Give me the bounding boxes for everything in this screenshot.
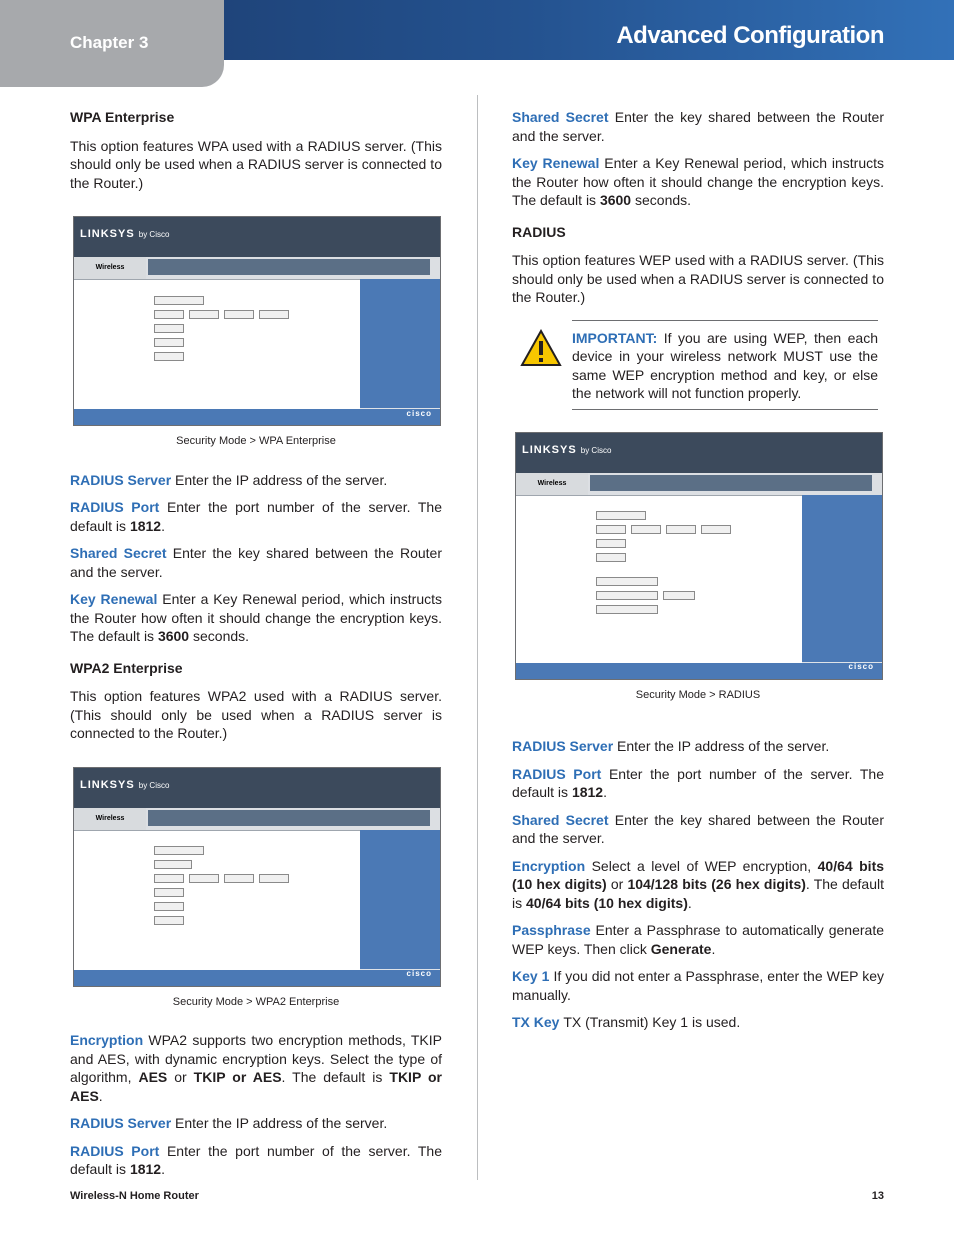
cisco-logo: cisco — [406, 969, 432, 978]
form-row — [154, 296, 360, 304]
screenshot-footer — [74, 970, 440, 986]
footer-product: Wireless-N Home Router — [70, 1190, 199, 1202]
cisco-logo: cisco — [848, 662, 874, 671]
key1-desc: Key 1 If you did not enter a Passphrase, enter the WEP key manually. — [512, 968, 885, 1003]
form-row — [154, 903, 360, 911]
caption-wpa2-enterprise: Security Mode > WPA2 Enterprise — [172, 995, 340, 1008]
screenshot-form — [74, 280, 360, 409]
wpa-enterprise-intro: This option features WPA used with a RADIUS server. (This should only be used when a RADIUS server is connected to the Router.) — [70, 137, 442, 191]
radius-server-desc: RADIUS Server Enter the IP address of the server. — [70, 471, 388, 488]
screenshot-tabs — [590, 475, 872, 491]
encryption-desc-right: Encryption Select a level of WEP encryption, 40/64 bits (10 hex digits) or 104/128 bits (26 hex digits). The default is 40/64 bits (10 hex digits). — [512, 857, 885, 911]
shared-secret-desc: Shared Secret Enter the key shared between the Router and the server. — [70, 545, 442, 580]
caption-radius: Security Mode > RADIUS — [635, 688, 761, 701]
form-row — [596, 512, 802, 520]
screenshot-footer — [74, 409, 440, 425]
footer-page-number: 13 — [871, 1190, 884, 1202]
encryption-desc: Encryption WPA2 supports two encryption methods, TKIP and AES, with dynamic encryption keys. Select the type of algorithm, AES or TKIP or AES. The default is TKIP or AES. — [70, 1032, 443, 1104]
cisco-logo: cisco — [406, 408, 432, 418]
radius-intro: This option features WEP used with a RADIUS server. (This should only be used when a RADIUS server is connected to the Router.) — [512, 252, 884, 305]
shared-secret-desc-right-2: Shared Secret Enter the key shared between the Router and the server. — [512, 811, 884, 846]
radius-port-desc-2: RADIUS Port Enter the port number of the server. The default is 1812. — [70, 1142, 442, 1177]
txkey-desc: TX Key TX (Transmit) Key 1 is used. — [512, 1014, 741, 1030]
radius-port-desc-right: RADIUS Port Enter the port number of the server. The default is 1812. — [512, 765, 884, 800]
form-row — [596, 606, 802, 614]
radius-server-desc-2: RADIUS Server Enter the IP address of the server. — [70, 1115, 388, 1131]
form-row — [154, 324, 360, 332]
form-row — [596, 554, 802, 562]
linksys-logo: LINKSYS by Cisco — [522, 443, 612, 456]
form-row — [596, 540, 802, 548]
screenshot-footer — [516, 663, 882, 679]
screenshot-wpa-enterprise — [73, 216, 441, 426]
screenshot-header — [74, 217, 440, 257]
screenshot-header — [74, 768, 440, 808]
form-row — [154, 352, 360, 360]
screenshot-section-label: Wireless — [74, 257, 146, 279]
radius-server-desc-right: RADIUS Server Enter the IP address of the server. — [512, 738, 830, 754]
radius-heading: RADIUS — [512, 223, 566, 240]
key-renewal-desc: Key Renewal Enter a Key Renewal period, which instructs the Router how often it should change the encryption keys. The default is 3600 seconds. — [70, 591, 443, 644]
chapter-label: Chapter 3 — [70, 33, 149, 52]
important-text: IMPORTANT: If you are using WEP, then each device in your wireless network MUST use the same WEP encryption method and key, or else the network will not function properly. — [572, 329, 878, 401]
form-row — [596, 526, 802, 534]
wpa2-enterprise-heading: WPA2 Enterprise — [70, 659, 183, 676]
screenshot-form — [74, 831, 360, 970]
form-row — [154, 875, 360, 883]
screenshot-form — [516, 496, 802, 663]
form-row — [154, 847, 360, 855]
form-row — [154, 310, 360, 318]
screenshot-tabs — [148, 259, 430, 275]
linksys-logo: LINKSYS by Cisco — [80, 228, 170, 240]
wpa2-enterprise-intro: This option features WPA2 used with a RADIUS server. (This should only be used when a RADIUS server is connected to the Router.) — [70, 688, 442, 741]
key-renewal-desc-right: Key Renewal Enter a Key Renewal period, which instructs the Router how often it should change the encryption keys. The default is 3600 seconds. — [512, 155, 885, 208]
form-row — [596, 578, 802, 586]
screenshot-radius — [515, 432, 883, 680]
form-row — [154, 338, 360, 346]
screenshot-wpa2-enterprise — [73, 767, 441, 987]
form-row — [154, 861, 360, 869]
form-row — [154, 917, 360, 925]
radius-port-desc: RADIUS Port Enter the port number of the server. The default is 1812. — [70, 499, 442, 534]
important-note — [572, 320, 878, 410]
left-column — [70, 108, 442, 1188]
right-column — [512, 108, 884, 1041]
wpa-enterprise-heading: WPA Enterprise — [70, 109, 175, 125]
screenshot-nav — [516, 473, 882, 496]
screenshot-nav — [74, 257, 440, 280]
screenshot-help-panel — [802, 495, 882, 662]
page-title: Advanced Configuration — [616, 22, 884, 49]
screenshot-header — [516, 433, 882, 473]
chapter-tab — [0, 0, 224, 87]
form-row — [596, 592, 802, 600]
screenshot-help-panel — [360, 830, 440, 969]
passphrase-desc: Passphrase Enter a Passphrase to automatically generate WEP keys. Then click Generate. — [512, 922, 885, 957]
column-divider — [477, 95, 478, 1180]
screenshot-help-panel — [360, 279, 440, 408]
screenshot-section-label: Wireless — [516, 473, 588, 495]
warning-icon — [520, 329, 562, 367]
screenshot-tabs — [148, 810, 430, 826]
screenshot-section-label: Wireless — [74, 808, 146, 830]
shared-secret-desc-right: Shared Secret Enter the key shared between the Router and the server. — [512, 109, 884, 144]
screenshot-nav — [74, 808, 440, 831]
form-row — [154, 889, 360, 897]
caption-wpa-enterprise: Security Mode > WPA Enterprise — [176, 435, 336, 447]
linksys-logo: LINKSYS by Cisco — [80, 778, 170, 791]
